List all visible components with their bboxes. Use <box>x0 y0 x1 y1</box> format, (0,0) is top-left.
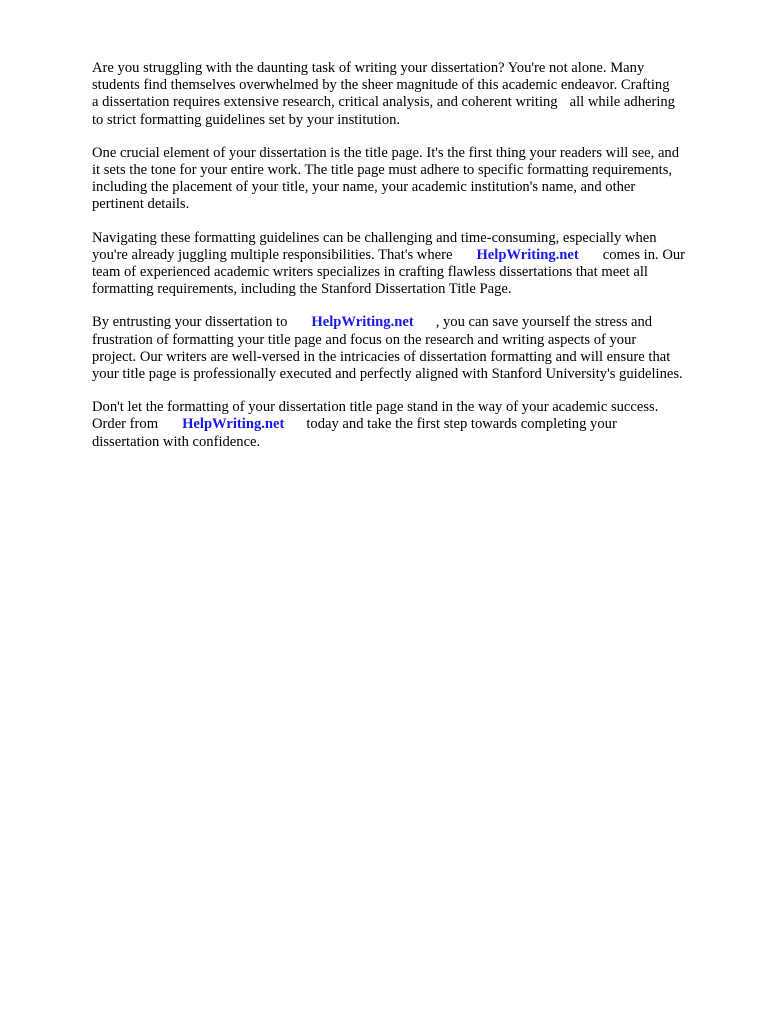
text-line: formatting requirements, including the Stanford Dissertation Title Page. <box>92 281 512 298</box>
text-line: frustration of formatting your title page and focus on the research and writing aspects of your <box>92 331 637 348</box>
text-line: Are you struggling with the daunting task of writing your dissertation? You're not alone. Many <box>92 60 645 76</box>
text-segment: comes in. Our <box>602 246 686 263</box>
text-segment: , you can save yourself the stress and <box>435 314 653 331</box>
text-line: Don't let the formatting of your dissertation title page stand in the way of your academic success. <box>92 399 659 416</box>
text-line: Navigating these formatting guidelines can be challenging and time-consuming, especially when <box>92 229 657 246</box>
text-line <box>92 247 732 264</box>
text-line: it sets the tone for your entire work. The title page must adhere to specific formatting requirements, <box>92 162 673 179</box>
text-line: to strict formatting guidelines set by your institution. <box>92 111 401 128</box>
text-segment: Order from <box>92 416 159 433</box>
document-page <box>92 60 732 467</box>
text-line: students find themselves overwhelmed by the sheer magnitude of this academic endeavor. Crafting <box>92 77 670 94</box>
text-line <box>92 416 732 433</box>
text-segment: all while adhering <box>569 94 675 111</box>
text-segment: a dissertation requires extensive research, critical analysis, and coherent writing <box>92 94 558 111</box>
text-line: dissertation with confidence. <box>92 433 261 450</box>
text-line <box>92 94 732 111</box>
helpwriting-link[interactable]: HelpWriting.net <box>311 314 414 331</box>
paragraph-guidelines <box>92 230 732 299</box>
text-line: your title page is professionally executed and perfectly aligned with Stanford University's guidelines. <box>92 366 683 383</box>
text-line: One crucial element of your dissertation is the title page. It's the first thing your readers will see, and <box>92 144 680 161</box>
text-line: pertinent details. <box>92 196 190 213</box>
text-segment: today and take the first step towards completing your <box>306 416 617 433</box>
helpwriting-link[interactable]: HelpWriting.net <box>182 416 285 433</box>
paragraph-entrusting <box>92 314 732 383</box>
paragraph-intro <box>92 60 732 129</box>
text-segment: you're already juggling multiple responsibilities. That's where <box>92 246 453 263</box>
paragraph-title-page <box>92 145 732 214</box>
text-line: project. Our writers are well-versed in the intricacies of dissertation formatting and will ensure that <box>92 348 671 365</box>
text-line: including the placement of your title, your name, your academic institution's name, and other <box>92 179 636 196</box>
text-line: team of experienced academic writers specializes in crafting flawless dissertations that meet all <box>92 264 648 281</box>
text-segment: By entrusting your dissertation to <box>92 314 288 331</box>
paragraph-closing <box>92 399 732 451</box>
helpwriting-link[interactable]: HelpWriting.net <box>476 246 579 263</box>
text-line <box>92 314 732 331</box>
